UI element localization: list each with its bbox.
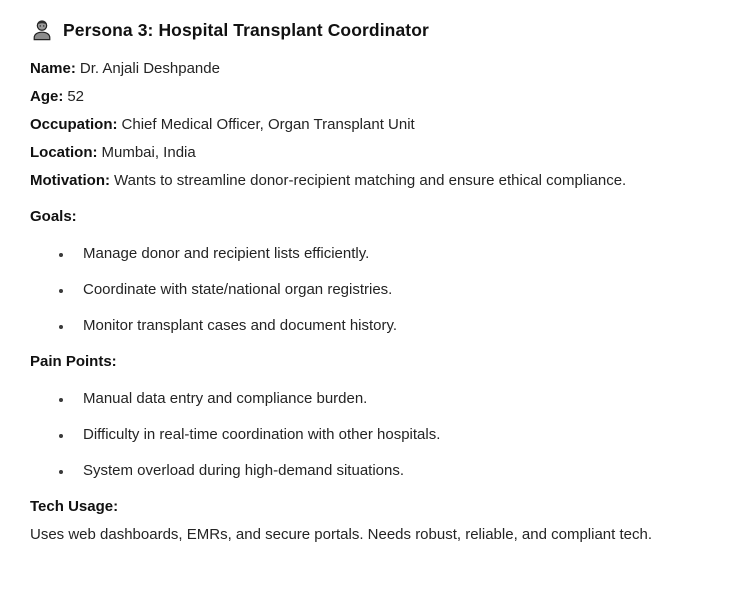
goals-list-item: • Monitor transplant cases and document history. [73, 315, 710, 336]
field-name-value: Dr. Anjali Deshpande [79, 60, 220, 77]
pain-points-list-item: • Difficulty in real-time coordination with other hospitals. [73, 424, 710, 445]
section-heading-tech-usage: Tech Usage: [30, 498, 119, 515]
field-motivation-label: Motivation: [30, 172, 110, 189]
section-heading-pain-points: Pain Points: [30, 353, 117, 370]
field-age [30, 86, 710, 107]
field-occupation-value: Chief Medical Officer, Organ Transplant Unit [121, 116, 415, 133]
section-heading-goals: Goals: [30, 208, 77, 225]
field-location-label: Location: [30, 144, 98, 161]
page-title-text: Persona 3: Hospital Transplant Coordinator [63, 19, 429, 40]
page-title [30, 18, 710, 42]
goals-list [30, 243, 710, 336]
pain-points-list-item: • Manual data entry and compliance burden. [73, 388, 710, 409]
field-name [30, 58, 710, 79]
field-motivation-value: Wants to streamline donor-recipient matching and ensure ethical compliance. [114, 172, 627, 189]
pain-points-list [30, 388, 710, 481]
field-age-value: 52 [67, 88, 85, 105]
goals-list-item: • Manage donor and recipient lists efficiently. [73, 243, 710, 264]
field-name-label: Name: [30, 60, 76, 77]
bust-person-icon [30, 18, 54, 42]
goals-list-item: • Coordinate with state/national organ registries. [73, 279, 710, 300]
field-location-value: Mumbai, India [101, 144, 196, 161]
field-occupation-label: Occupation: [30, 116, 118, 133]
tech-usage-text: Uses web dashboards, EMRs, and secure portals. Needs robust, reliable, and compliant tech. [30, 526, 652, 543]
pain-points-list-item: • System overload during high-demand situations. [73, 460, 710, 481]
field-location [30, 142, 710, 163]
field-occupation [30, 114, 710, 135]
field-motivation [30, 170, 710, 191]
field-age-label: Age: [30, 88, 64, 105]
